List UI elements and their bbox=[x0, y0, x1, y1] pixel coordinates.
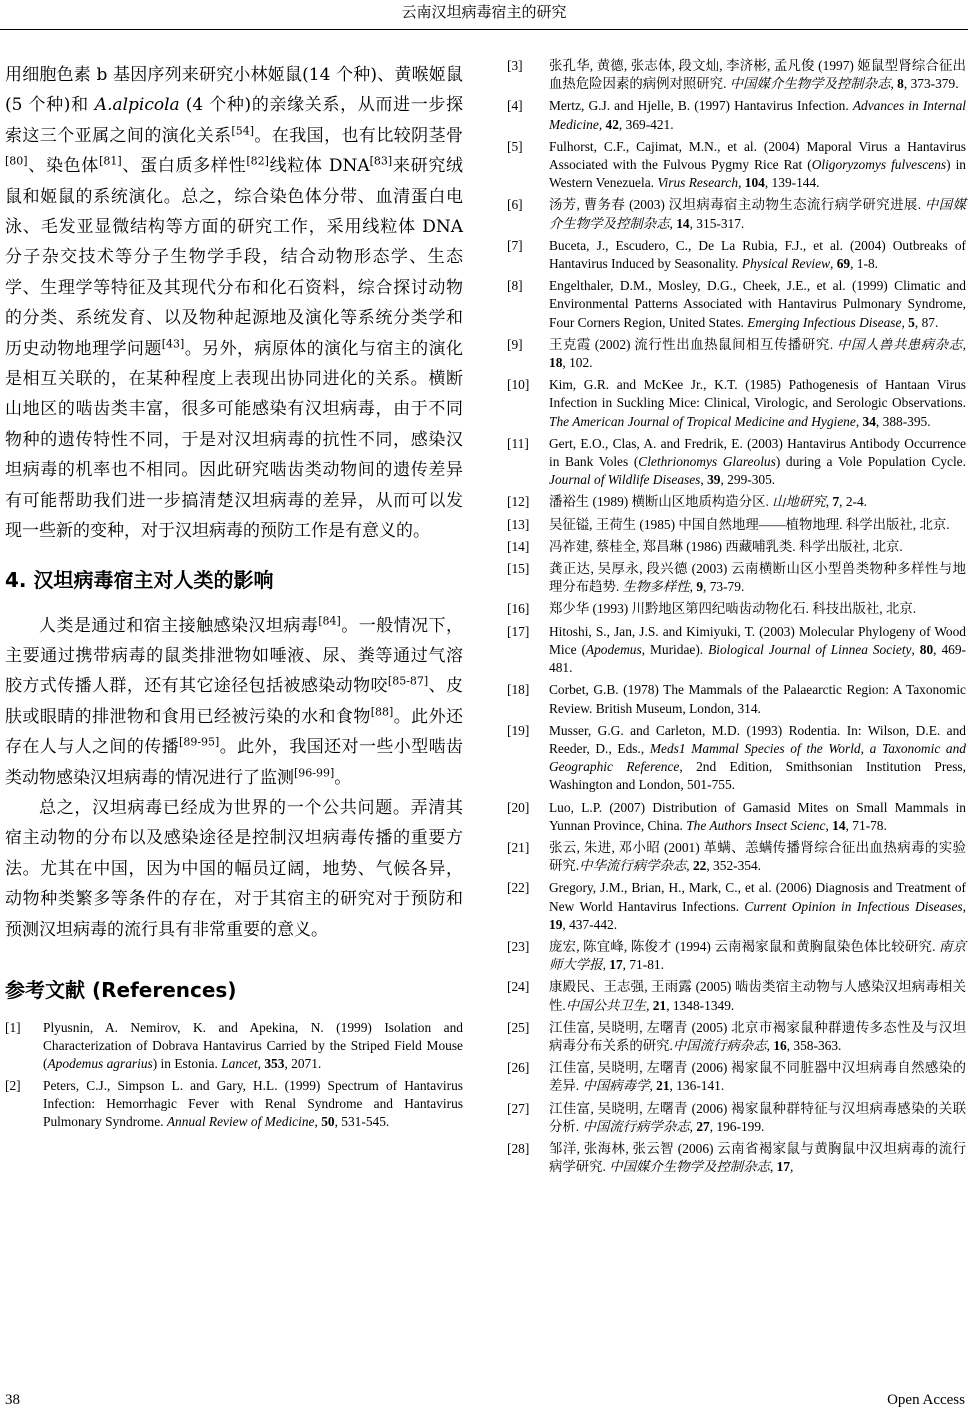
body-paragraph-1: 用细胞色素 b 基因序列来研究小林姬鼠(14 个种)、黄喉姬鼠(5 个种)和 A.alpicola (4 个种)的亲缘关系，从而进一步探索这三个亚属之间的演化关系[54]。在我国，也有比较阴茎骨[80]、染色体[81]、蛋白质多样性[82]线粒体 DNA[83]来研究绒鼠和姬鼠的系统演化。总之，综合染色体分带、血清蛋白电泳、毛发亚显微结构等方面的研究工作，采用线粒体 DNA 分子杂交技术等分子生物学手段，结合动物形态学、生态学、生理学等特征及其现代分布和化石资料，综合探讨动物的分类、系统发育、以及物种起源地及演化等系统分类学和历史动物地理学问题[43]。另外，病原体的演化与宿主的演化是相互关联的，在某种程度上表现出协同进化的关系。横断山地区的啮齿类丰富，很多可能感染有汉坦病毒，由于不同物种的遗传特性不同，于是对汉坦病毒的抗性不同，感染汉坦病毒的机率也不相同。因此研究啮齿类动物间的遗传差异有可能帮助我们进一步搞清楚汉坦病毒的差异，从而可以发现一些新的变种，对于汉坦病毒的预防工作是有意义的。 bbox=[5, 65, 464, 542]
right-column bbox=[507, 57, 966, 1180]
reference-item bbox=[507, 799, 966, 835]
reference-number: [1] bbox=[5, 1019, 21, 1035]
reference-text: 王克霞 (2002) 流行性出血热鼠间相互传播研究. 中国人兽共患病杂志, 18, 102. bbox=[549, 336, 967, 371]
reference-text: Gregory, J.M., Brian, H., Mark, C., et al. (2006) Diagnosis and Treatment of New World Hantavirus Infections. Current Opinion in Infectious Diseases, 19, 437-442. bbox=[549, 880, 966, 932]
reference-text: 汤芳, 曹务春 (2003) 汉坦病毒宿主动物生态流行病学研究进展. 中国媒介生物学及控制杂志, 14, 315-317. bbox=[549, 197, 966, 231]
reference-text: Corbet, G.B. (1978) The Mammals of the Palaearctic Region: A Taxonomic Review. British Museum, London, 314. bbox=[549, 682, 966, 716]
section-heading: 4. 汉坦病毒宿主对人类的影响 bbox=[5, 567, 274, 592]
reference-number: [12] bbox=[507, 494, 530, 510]
reference-number: [10] bbox=[507, 377, 530, 393]
reference-number: [25] bbox=[507, 1019, 530, 1035]
reference-number: [3] bbox=[507, 58, 523, 73]
reference-item bbox=[507, 237, 966, 273]
reference-item bbox=[507, 376, 966, 431]
reference-text: 张云, 朱进, 邓小昭 (2001) 革螨、恙螨传播肾综合征出血热病毒的实验研究.中华流行病学杂志, 22, 352-354. bbox=[549, 839, 966, 874]
left-column bbox=[5, 60, 463, 1134]
reference-item bbox=[5, 1019, 463, 1074]
reference-number: [23] bbox=[507, 938, 530, 954]
reference-item bbox=[507, 196, 966, 232]
reference-list-left bbox=[5, 1019, 463, 1131]
reference-number: [27] bbox=[507, 1100, 530, 1116]
reference-item bbox=[507, 138, 966, 193]
reference-text: Musser, G.G. and Carleton, M.D. (1993) Rodentia. In: Wilson, D.E. and Reeder, D., Eds., Meds1 Mammal Species of the World, a Taxonomic and Geographic Reference, 2nd Edition, Smithsonian Institution Press, Washington and London, 501-755. bbox=[549, 722, 967, 793]
reference-text: Gert, E.O., Clas, A. and Fredrik, E. (2003) Hantavirus Antibody Occurrence in Bank Voles (Clethrionomys Glareolus) during a Vole Population Cycle. Journal of Wildlife Diseases, 39, 299-305. bbox=[549, 435, 966, 488]
reference-number: [6] bbox=[507, 197, 523, 213]
reference-item bbox=[507, 1019, 966, 1055]
reference-text: Luo, L.P. (2007) Distribution of Gamasid Mites on Small Mammals in Yunnan Province, China. The Authors Insect Scienc, 14, 71-78. bbox=[549, 799, 966, 833]
citation: [82] bbox=[246, 154, 269, 168]
reference-number: [17] bbox=[507, 623, 530, 639]
reference-number: [15] bbox=[507, 561, 530, 577]
reference-number: [20] bbox=[507, 799, 530, 815]
reference-item bbox=[507, 1100, 966, 1136]
reference-item bbox=[507, 435, 966, 490]
reference-item bbox=[507, 879, 966, 934]
reference-item bbox=[507, 978, 966, 1014]
reference-text: Hitoshi, S., Jan, J.S. and Kimiyuki, T. (2003) Molecular Phylogeny of Wood Mice (Apodemus, Muridae). Biological Journal of Linnea Society, 80, 469-481. bbox=[549, 623, 966, 676]
reference-number: [14] bbox=[507, 538, 530, 554]
reference-number: [24] bbox=[507, 979, 530, 995]
reference-item bbox=[507, 722, 966, 795]
reference-number: [26] bbox=[507, 1060, 530, 1076]
reference-item bbox=[507, 57, 966, 93]
page-footer bbox=[0, 1390, 968, 1414]
reference-number: [4] bbox=[507, 98, 523, 114]
citation: [85-87] bbox=[387, 674, 429, 688]
reference-number: [8] bbox=[507, 278, 523, 294]
reference-item bbox=[507, 623, 966, 678]
reference-number: [11] bbox=[507, 435, 529, 451]
reference-text: 江佳富, 吴晓明, 左曙青 (2006) 褐家鼠种群特征与汉坦病毒感染的关联分析. 中国流行病学杂志, 27, 196-199. bbox=[549, 1100, 966, 1134]
reference-text: 郑少华 (1993) 川黔地区第四纪啮齿动物化石. 科技出版社, 北京. bbox=[549, 601, 917, 617]
reference-item bbox=[507, 336, 966, 372]
reference-text: 庞宏, 陈宜峰, 陈俊才 (1994) 云南褐家鼠和黄胸鼠染色体比较研究. 南京师大学报, 17, 71-81. bbox=[549, 938, 967, 973]
citation: [88] bbox=[370, 705, 394, 719]
reference-text: Fulhorst, C.F., Cajimat, M.N., et al. (2004) Maporal Virus a Hantavirus Associated with the Fulvous Pygmy Rice Rat (Oligoryzomys fulvescens) in Western Venezuela. Virus Research, 104, 139-144. bbox=[549, 138, 966, 191]
reference-item bbox=[507, 538, 966, 556]
body-paragraph-3: 总之，汉坦病毒已经成为世界的一个公共问题。弄清其宿主动物的分布以及感染途径是控制汉坦病毒传播的重要方法。尤其在中国，因为中国的幅员辽阔，地势、气候各异，动物种类繁多等条件的存在，对于其宿主的研究对于预防和预测汉坦病毒的流行具有非常重要的意义。 bbox=[5, 797, 463, 940]
reference-text: Peters, C.J., Simpson L. and Gary, H.L. (1999) Spectrum of Hantavirus Infection: Hemorrhagic Fever with Renal Syndrome and Hantavirus Pulmonary Syndrome. Annual Review of Medicine, 50, 531-545. bbox=[43, 1077, 463, 1129]
running-header bbox=[0, 0, 968, 30]
reference-number: [21] bbox=[507, 839, 530, 855]
reference-text: 江佳富, 吴晓明, 左曙青 (2005) 北京市褐家鼠种群遗传多态性及与汉坦病毒分布关系的研究.中国流行病杂志, 16, 358-363. bbox=[549, 1019, 966, 1053]
reference-list-right bbox=[507, 57, 966, 1176]
reference-text: Engelthaler, D.M., Mosley, D.G., Cheek, J.E., et al. (1999) Climatic and Environmental Patterns Associated with Hantavirus Pulmonary Syndrome, Four Corners Region, United States. Emerging Infectious Disease, 5, 87. bbox=[549, 278, 966, 330]
reference-text: 邹洋, 张海林, 张云智 (2006) 云南省褐家鼠与黄胸鼠中汉坦病毒的流行病学研究. 中国媒介生物学及控制杂志, 17, bbox=[549, 1140, 966, 1175]
reference-text: Buceta, J., Escudero, C., De La Rubia, F.J., et al. (2004) Outbreaks of Hantavirus Induced by Seasonality. Physical Review, 69, 1-8. bbox=[549, 237, 966, 272]
reference-item bbox=[507, 560, 966, 596]
reference-item bbox=[507, 1059, 966, 1095]
reference-number: [7] bbox=[507, 237, 523, 253]
body-paragraph-2: 人类是通过和宿主接触感染汉坦病毒[84]。一般情况下，主要通过携带病毒的鼠类排泄物如唾液、尿、粪等通过气溶胶方式传播人群，还有其它途径包括被感染动物咬[85-87]、皮肤或眼睛的排泄物和食用已经被污染的水和食物[88]。此外还存在人与人之间的传播[89-95]。此外，我国还对一些小型啮齿类动物感染汉坦病毒的情况进行了监测[96-99]。 bbox=[5, 613, 464, 788]
page-number: 38 bbox=[5, 1392, 20, 1408]
header-title: 云南汉坦病毒宿主的研究 bbox=[401, 3, 567, 21]
citation: [54] bbox=[231, 124, 255, 138]
reference-item bbox=[507, 97, 966, 133]
reference-item bbox=[507, 938, 966, 974]
citation: [89-95] bbox=[179, 735, 220, 749]
citation: [80] bbox=[5, 154, 28, 168]
citation: [43] bbox=[161, 337, 185, 350]
footer-open-access: Open Access bbox=[887, 1392, 965, 1408]
reference-text: Mertz, G.J. and Hjelle, B. (1997) Hantavirus Infection. Advances in Internal Medicine, 42, 369-421. bbox=[549, 98, 966, 132]
reference-number: [2] bbox=[5, 1077, 21, 1093]
reference-text: 龚正达, 吴厚永, 段兴德 (2003) 云南横断山区小型兽类物种多样性与地理分布趋势. 生物多样性, 9, 73-79. bbox=[549, 561, 966, 595]
reference-number: [16] bbox=[507, 601, 530, 617]
reference-text: 冯祚建, 蔡桂全, 郑昌琳 (1986) 西藏哺乳类. 科学出版社, 北京. bbox=[549, 538, 903, 554]
citation: [84] bbox=[318, 613, 341, 627]
citation: [96-99] bbox=[294, 765, 335, 779]
reference-text: 康殿民、王志强, 王雨露 (2005) 啮齿类宿主动物与人感染汉坦病毒相关性.中国公共卫生, 21, 1348-1349. bbox=[549, 979, 966, 1013]
reference-number: [5] bbox=[507, 138, 523, 154]
reference-text: Kim, G.R. and McKee Jr., K.T. (1985) Pathogenesis of Hantaan Virus Infection in Suckling Mice: Clinical, Virologic, and Serologic Observations. The American Journal of Tropical Medicine and Hygiene, 34, 388-395. bbox=[549, 377, 966, 429]
reference-item bbox=[507, 1140, 966, 1176]
reference-text: 江佳富, 吴晓明, 左曙青 (2006) 褐家鼠不同脏器中汉坦病毒自然感染的差异. 中国病毒学, 21, 136-141. bbox=[549, 1060, 966, 1094]
reference-number: [22] bbox=[507, 880, 530, 896]
reference-text: 潘裕生 (1989) 横断山区地质构造分区. 山地研究, 7, 2-4. bbox=[549, 494, 868, 510]
reference-item bbox=[507, 681, 966, 717]
citation: [81] bbox=[99, 154, 122, 168]
reference-number: [28] bbox=[507, 1140, 530, 1156]
reference-item bbox=[507, 600, 966, 618]
reference-item bbox=[5, 1077, 463, 1132]
reference-item bbox=[507, 493, 966, 511]
reference-number: [18] bbox=[507, 682, 530, 698]
citation: [83] bbox=[369, 154, 393, 168]
reference-text: 吴征镒, 王荷生 (1985) 中国自然地理——植物地理. 科学出版社, 北京. bbox=[549, 516, 950, 532]
reference-text: Plyusnin, A. Nemirov, K. and Apekina, N. (1999) Isolation and Characterization of Dobrava Hantavirus Carried by the Striped Field Mouse (Apodemus agrarius) in Estonia. Lancet, 353, 2071. bbox=[43, 1019, 463, 1072]
reference-item bbox=[507, 277, 966, 332]
reference-item bbox=[507, 839, 966, 875]
reference-number: [13] bbox=[507, 516, 530, 532]
reference-text: 张孔华, 黄德, 张志体, 段文灿, 李济彬, 孟凡俊 (1997) 姬鼠型肾综合征出血热危险因素的病例对照研究. 中国媒介生物学及控制杂志, 8, 373-379. bbox=[549, 58, 966, 92]
reference-number: [19] bbox=[507, 722, 530, 738]
references-heading: 参考文献 (References) bbox=[5, 977, 237, 1002]
reference-item bbox=[507, 516, 966, 534]
reference-number: [9] bbox=[507, 336, 523, 352]
